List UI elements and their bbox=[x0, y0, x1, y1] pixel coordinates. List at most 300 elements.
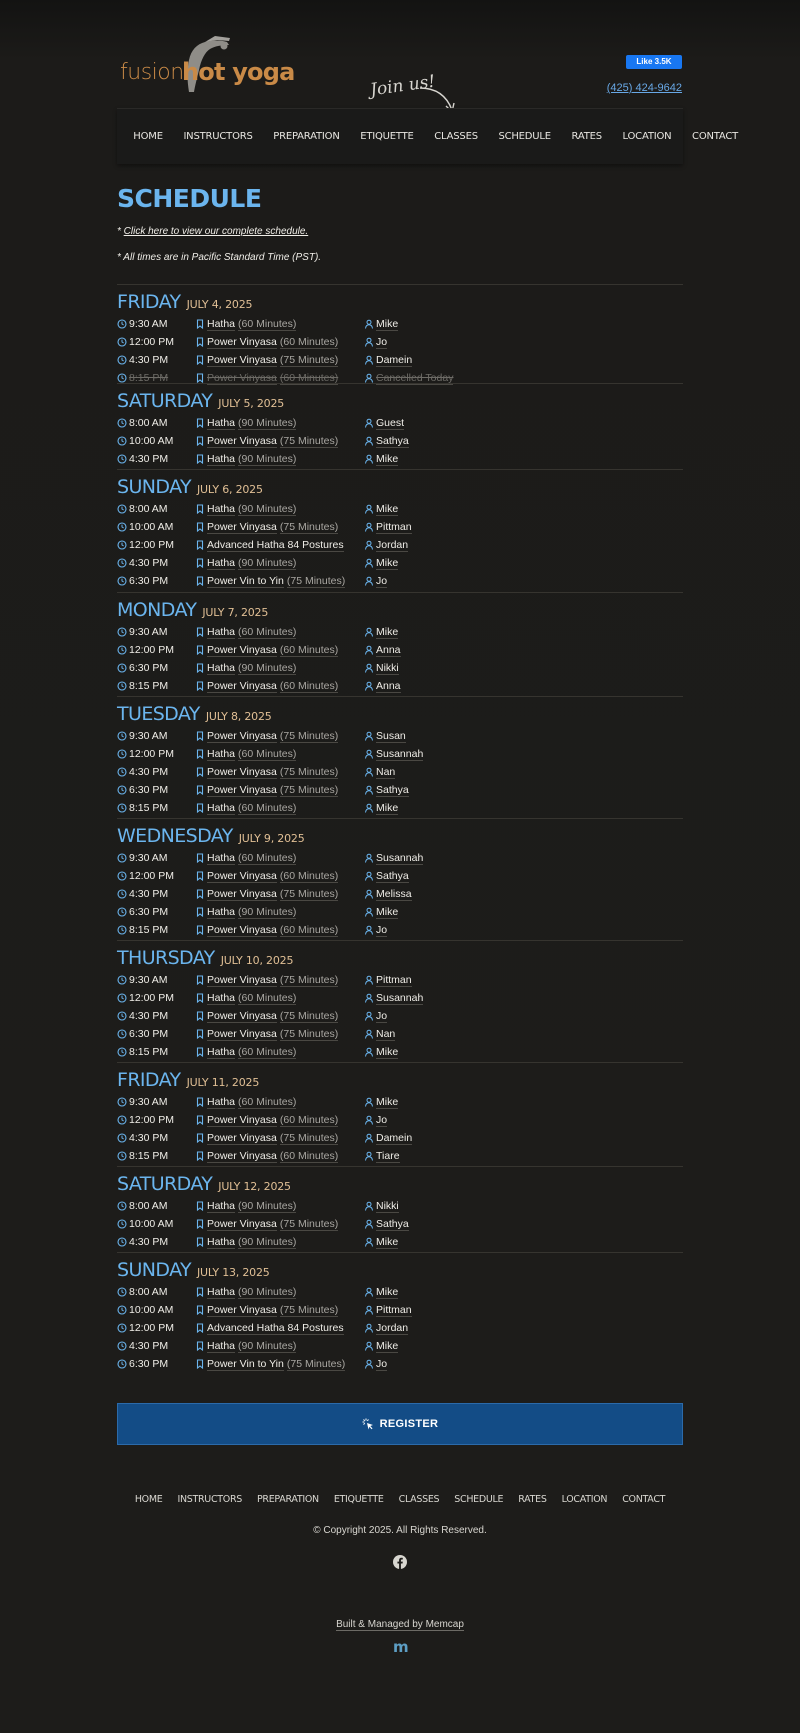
schedule-row bbox=[117, 536, 683, 554]
instructor-link[interactable]: Sathya bbox=[376, 869, 409, 882]
time-text: 12:00 PM bbox=[129, 748, 174, 760]
schedule-row bbox=[117, 641, 683, 659]
clock-icon bbox=[117, 749, 127, 759]
class-name-link[interactable]: Hatha bbox=[207, 1235, 236, 1248]
time-text: 4:30 PM bbox=[129, 888, 169, 900]
class-name-link[interactable]: Power Vinyasa bbox=[207, 679, 277, 692]
day-block bbox=[117, 1062, 683, 1165]
class-name-link[interactable]: Hatha bbox=[207, 452, 236, 465]
bookmark-icon bbox=[195, 1097, 205, 1107]
clock-icon bbox=[117, 540, 127, 550]
day-date: JULY 11, 2025 bbox=[186, 1076, 260, 1089]
bookmark-icon bbox=[195, 627, 205, 637]
class-name-link[interactable]: Hatha bbox=[207, 502, 236, 515]
bookmark-icon bbox=[195, 1201, 205, 1211]
page-title: SCHEDULE bbox=[117, 184, 262, 213]
class-name-link[interactable]: Hatha bbox=[207, 991, 236, 1004]
class-name-link[interactable]: Power Vinyasa bbox=[207, 335, 277, 348]
clock-icon bbox=[117, 1133, 127, 1143]
class-info bbox=[195, 626, 364, 639]
person-icon bbox=[364, 975, 374, 985]
class-info bbox=[195, 784, 364, 797]
class-info bbox=[195, 1286, 364, 1299]
clock-icon bbox=[117, 1341, 127, 1351]
person-icon bbox=[364, 1151, 374, 1161]
day-header bbox=[117, 819, 683, 849]
day-block bbox=[117, 818, 683, 939]
instructor-link[interactable]: Pittman bbox=[376, 1303, 412, 1316]
footer-nav-instructors[interactable]: INSTRUCTORS bbox=[177, 1494, 242, 1505]
bookmark-icon bbox=[195, 925, 205, 935]
instructor-link[interactable]: Mike bbox=[376, 556, 399, 569]
instructor-link[interactable]: Damein bbox=[376, 353, 413, 366]
class-duration: (90 Minutes) bbox=[238, 452, 297, 465]
class-name-link[interactable]: Advanced Hatha 84 Postures bbox=[207, 538, 344, 551]
day-date: JULY 12, 2025 bbox=[218, 1180, 291, 1193]
class-name-link[interactable]: Hatha bbox=[207, 1285, 236, 1298]
class-time bbox=[117, 1286, 195, 1298]
class-info bbox=[195, 435, 364, 448]
instructor-link[interactable]: Nan bbox=[376, 1027, 396, 1040]
class-info bbox=[195, 766, 364, 779]
facebook-like-button[interactable]: Like 3.5K bbox=[626, 55, 682, 69]
bookmark-icon bbox=[195, 803, 205, 813]
class-name-link[interactable]: Advanced Hatha 84 Postures bbox=[207, 1321, 344, 1334]
instructor-link[interactable]: Mike bbox=[376, 502, 399, 515]
instructor-link[interactable]: Anna bbox=[376, 679, 401, 692]
instructor bbox=[364, 417, 404, 430]
class-info bbox=[195, 521, 364, 534]
instructor-link[interactable]: Pittman bbox=[376, 973, 412, 986]
class-info bbox=[195, 1218, 364, 1231]
footer-nav-home[interactable]: HOME bbox=[134, 1494, 163, 1505]
instructor-link[interactable]: Mike bbox=[376, 625, 399, 638]
instructor-link[interactable]: Mike bbox=[376, 801, 399, 814]
bookmark-icon bbox=[195, 907, 205, 917]
footer-nav-rates[interactable]: RATES bbox=[518, 1494, 547, 1505]
class-name-link[interactable]: Power Vinyasa bbox=[207, 1303, 277, 1316]
instructor-link[interactable]: Nikki bbox=[376, 1199, 399, 1212]
day-date: JULY 9, 2025 bbox=[238, 832, 305, 845]
time-text: 8:00 AM bbox=[129, 417, 168, 429]
person-icon bbox=[364, 454, 374, 464]
class-name-link[interactable]: Power Vin to Yin bbox=[207, 574, 284, 587]
schedule-row bbox=[117, 763, 683, 781]
instructor-link[interactable]: Mike bbox=[376, 1235, 399, 1248]
instructor bbox=[364, 1304, 412, 1317]
time-text: 10:00 AM bbox=[129, 435, 174, 447]
nav-contact[interactable]: CONTACT bbox=[692, 131, 739, 142]
time-text: 4:30 PM bbox=[129, 1236, 169, 1248]
class-info bbox=[195, 1046, 364, 1059]
person-icon bbox=[364, 803, 374, 813]
class-name-link[interactable]: Power Vinyasa bbox=[207, 1217, 277, 1230]
class-time bbox=[117, 503, 195, 515]
instructor bbox=[364, 766, 395, 779]
class-info bbox=[195, 1200, 364, 1213]
class-info bbox=[195, 1236, 364, 1249]
class-name-link[interactable]: Power Vinyasa bbox=[207, 434, 277, 447]
time-text: 8:00 AM bbox=[129, 503, 168, 515]
clock-icon bbox=[117, 1047, 127, 1057]
instructor bbox=[364, 503, 398, 516]
class-info bbox=[195, 852, 364, 865]
class-name-link[interactable]: Hatha bbox=[207, 1339, 236, 1352]
phone-link[interactable]: (425) 424-9642 bbox=[606, 82, 682, 94]
class-name-link[interactable]: Hatha bbox=[207, 625, 236, 638]
schedule-row bbox=[117, 659, 683, 677]
instructor bbox=[364, 1046, 398, 1059]
schedule-row bbox=[117, 351, 683, 369]
clock-icon bbox=[117, 1029, 127, 1039]
class-duration: (75 Minutes) bbox=[279, 765, 339, 778]
day-name: WEDNESDAY bbox=[117, 825, 233, 847]
person-icon bbox=[364, 418, 374, 428]
class-info bbox=[195, 662, 364, 675]
footer-facebook-icon[interactable] bbox=[393, 1555, 407, 1569]
day-block bbox=[117, 940, 683, 1061]
person-icon bbox=[364, 1287, 374, 1297]
class-name-link[interactable]: Hatha bbox=[207, 1045, 236, 1058]
class-info bbox=[195, 1304, 364, 1317]
instructor-link[interactable]: Susannah bbox=[376, 991, 424, 1004]
class-name-link[interactable]: Hatha bbox=[207, 1199, 236, 1212]
person-icon bbox=[364, 1359, 374, 1369]
class-name-link[interactable]: Hatha bbox=[207, 317, 236, 330]
schedule-row bbox=[117, 727, 683, 745]
person-icon bbox=[364, 663, 374, 673]
schedule-row bbox=[117, 1129, 683, 1147]
class-info bbox=[195, 680, 364, 693]
instructor-link[interactable]: Sathya bbox=[376, 783, 409, 796]
class-duration: (60 Minutes) bbox=[279, 869, 339, 882]
instructor bbox=[364, 1358, 387, 1371]
class-name-link[interactable]: Hatha bbox=[207, 851, 236, 864]
footer-nav-preparation[interactable]: PREPARATION bbox=[257, 1494, 319, 1505]
class-duration: (75 Minutes) bbox=[279, 1303, 339, 1316]
class-info bbox=[195, 1096, 364, 1109]
person-icon bbox=[364, 1305, 374, 1315]
time-text: 4:30 PM bbox=[129, 453, 169, 465]
nav-etiquette[interactable]: ETIQUETTE bbox=[360, 131, 414, 142]
time-text: 9:30 AM bbox=[129, 318, 168, 330]
class-name-link[interactable]: Hatha bbox=[207, 661, 236, 674]
day-block bbox=[117, 592, 683, 695]
person-icon bbox=[364, 993, 374, 1003]
instructor bbox=[364, 1028, 395, 1041]
person-icon bbox=[364, 1115, 374, 1125]
class-name-link[interactable]: Hatha bbox=[207, 1095, 236, 1108]
instructor bbox=[364, 870, 409, 883]
register-button[interactable] bbox=[117, 1403, 683, 1445]
clock-icon bbox=[117, 1359, 127, 1369]
instructor-link[interactable]: Mike bbox=[376, 905, 399, 918]
class-duration: (90 Minutes) bbox=[238, 1235, 297, 1248]
class-name-link[interactable]: Hatha bbox=[207, 905, 236, 918]
class-duration: (60 Minutes) bbox=[238, 851, 297, 864]
instructor bbox=[364, 453, 398, 466]
instructor-link[interactable]: Sathya bbox=[376, 434, 409, 447]
day-block bbox=[117, 383, 683, 468]
pointer-click-icon bbox=[362, 1418, 374, 1430]
person-icon bbox=[364, 871, 374, 881]
day-header bbox=[117, 1063, 683, 1093]
class-name-link[interactable]: Hatha bbox=[207, 747, 236, 760]
nav-preparation[interactable]: PREPARATION bbox=[273, 131, 340, 142]
instructor-link[interactable]: Susan bbox=[376, 729, 406, 742]
class-name-link[interactable]: Power Vinyasa bbox=[207, 1113, 277, 1126]
time-text: 8:15 PM bbox=[129, 1046, 169, 1058]
instructor-link[interactable]: Susannah bbox=[376, 851, 424, 864]
person-icon bbox=[364, 1237, 374, 1247]
bookmark-icon bbox=[195, 540, 205, 550]
class-info bbox=[195, 503, 364, 516]
time-text: 10:00 AM bbox=[129, 1218, 174, 1230]
person-icon bbox=[364, 1323, 374, 1333]
day-date: JULY 5, 2025 bbox=[218, 397, 285, 410]
day-header bbox=[117, 285, 683, 315]
bookmark-icon bbox=[195, 853, 205, 863]
class-duration: (75 Minutes) bbox=[279, 434, 339, 447]
day-date: JULY 4, 2025 bbox=[186, 298, 253, 311]
class-time bbox=[117, 1132, 195, 1144]
clock-icon bbox=[117, 993, 127, 1003]
class-time bbox=[117, 1200, 195, 1212]
site-logo[interactable] bbox=[120, 32, 310, 94]
copyright: © Copyright 2025. All Rights Reserved. bbox=[313, 1525, 487, 1536]
class-name-link[interactable]: Power Vinyasa bbox=[207, 520, 277, 533]
instructor-link[interactable]: Jo bbox=[376, 574, 388, 587]
instructor bbox=[364, 662, 399, 675]
class-info bbox=[195, 1340, 364, 1353]
instructor-link[interactable]: Nikki bbox=[376, 661, 399, 674]
class-name-link[interactable]: Power Vinyasa bbox=[207, 371, 277, 384]
class-duration: (60 Minutes) bbox=[279, 1113, 339, 1126]
instructor-link[interactable]: Jo bbox=[376, 1357, 388, 1370]
schedule-row bbox=[117, 518, 683, 536]
time-text: 4:30 PM bbox=[129, 766, 169, 778]
instructor-link[interactable]: Pittman bbox=[376, 520, 412, 533]
person-icon bbox=[364, 1011, 374, 1021]
schedule-row bbox=[117, 799, 683, 817]
schedule-row bbox=[117, 414, 683, 432]
day-block bbox=[117, 1166, 683, 1251]
class-name-link[interactable]: Power Vinyasa bbox=[207, 765, 277, 778]
class-time bbox=[117, 417, 195, 429]
bookmark-icon bbox=[195, 1133, 205, 1143]
day-name: FRIDAY bbox=[117, 291, 181, 313]
class-time bbox=[117, 680, 195, 692]
clock-icon bbox=[117, 454, 127, 464]
person-icon bbox=[364, 767, 374, 777]
nav-schedule[interactable]: SCHEDULE bbox=[498, 131, 551, 142]
instructor-link[interactable]: Mike bbox=[376, 1285, 399, 1298]
instructor-link[interactable]: Anna bbox=[376, 643, 401, 656]
class-info bbox=[195, 906, 364, 919]
class-name-link[interactable]: Power Vinyasa bbox=[207, 1009, 277, 1022]
class-duration: (60 Minutes) bbox=[238, 625, 297, 638]
instructor-link[interactable]: Jo bbox=[376, 923, 388, 936]
schedule-row bbox=[117, 1233, 683, 1251]
class-duration: (75 Minutes) bbox=[279, 520, 339, 533]
class-name-link[interactable]: Power Vinyasa bbox=[207, 353, 277, 366]
schedule-row bbox=[117, 1025, 683, 1043]
bookmark-icon bbox=[195, 1115, 205, 1125]
class-duration: (60 Minutes) bbox=[279, 643, 339, 656]
time-text: 6:30 PM bbox=[129, 784, 169, 796]
clock-icon bbox=[117, 681, 127, 691]
class-info bbox=[195, 1132, 364, 1145]
class-duration: (60 Minutes) bbox=[238, 1095, 297, 1108]
person-icon bbox=[364, 853, 374, 863]
instructor-link[interactable]: Mike bbox=[376, 317, 399, 330]
class-name-link[interactable]: Power Vinyasa bbox=[207, 973, 277, 986]
instructor-link[interactable]: Jo bbox=[376, 1009, 388, 1022]
class-duration: (60 Minutes) bbox=[279, 1149, 339, 1162]
instructor-link[interactable]: Jordan bbox=[376, 1321, 409, 1334]
schedule-row bbox=[117, 1043, 683, 1061]
class-name-link[interactable]: Power Vinyasa bbox=[207, 643, 277, 656]
clock-icon bbox=[117, 1219, 127, 1229]
class-time bbox=[117, 766, 195, 778]
day-header bbox=[117, 1253, 683, 1283]
class-name-link[interactable]: Power Vinyasa bbox=[207, 869, 277, 882]
class-time bbox=[117, 1340, 195, 1352]
class-info bbox=[195, 924, 364, 937]
footer-nav-etiquette[interactable]: ETIQUETTE bbox=[333, 1494, 384, 1505]
nav-location[interactable]: LOCATION bbox=[622, 131, 672, 142]
instructor-link[interactable]: Susannah bbox=[376, 747, 424, 760]
instructor-link[interactable]: Tiare bbox=[376, 1149, 400, 1162]
instructor bbox=[364, 784, 409, 797]
bookmark-icon bbox=[195, 1011, 205, 1021]
clock-icon bbox=[117, 627, 127, 637]
time-text: 4:30 PM bbox=[129, 354, 169, 366]
class-name-link[interactable]: Power Vinyasa bbox=[207, 729, 277, 742]
instructor bbox=[364, 435, 409, 448]
class-duration: (75 Minutes) bbox=[279, 353, 339, 366]
schedule-row bbox=[117, 781, 683, 799]
schedule-row bbox=[117, 1337, 683, 1355]
footer-nav-contact[interactable]: CONTACT bbox=[622, 1494, 666, 1505]
instructor-link[interactable]: Jo bbox=[376, 1113, 388, 1126]
bookmark-icon bbox=[195, 785, 205, 795]
class-duration: (90 Minutes) bbox=[238, 416, 297, 429]
instructor-link[interactable]: Sathya bbox=[376, 1217, 409, 1230]
class-name-link[interactable]: Hatha bbox=[207, 801, 236, 814]
clock-icon bbox=[117, 576, 127, 586]
day-date: JULY 7, 2025 bbox=[202, 606, 269, 619]
class-name-link[interactable]: Hatha bbox=[207, 556, 236, 569]
class-info bbox=[195, 644, 364, 657]
bookmark-icon bbox=[195, 1237, 205, 1247]
class-duration: (60 Minutes) bbox=[279, 923, 339, 936]
footer-nav-schedule[interactable]: SCHEDULE bbox=[454, 1494, 504, 1505]
class-time bbox=[117, 748, 195, 760]
schedule-row bbox=[117, 623, 683, 641]
instructor-link[interactable]: Nan bbox=[376, 765, 396, 778]
clock-icon bbox=[117, 337, 127, 347]
person-icon bbox=[364, 540, 374, 550]
class-name-link[interactable]: Power Vinyasa bbox=[207, 923, 277, 936]
class-time bbox=[117, 521, 195, 533]
class-time bbox=[117, 1322, 195, 1334]
schedule-row bbox=[117, 677, 683, 695]
instructor-link[interactable]: Mike bbox=[376, 1339, 399, 1352]
class-info bbox=[195, 730, 364, 743]
instructor-link[interactable]: Mike bbox=[376, 452, 399, 465]
memcap-logo[interactable]: m bbox=[393, 1638, 409, 1656]
clock-icon bbox=[117, 889, 127, 899]
instructor bbox=[364, 992, 423, 1005]
class-name-link[interactable]: Power Vinyasa bbox=[207, 887, 277, 900]
time-text: 9:30 AM bbox=[129, 730, 168, 742]
time-text: 8:15 PM bbox=[129, 372, 169, 384]
register-label: REGISTER bbox=[379, 1418, 439, 1430]
instructor bbox=[364, 924, 387, 937]
time-text: 12:00 PM bbox=[129, 336, 174, 348]
clock-icon bbox=[117, 767, 127, 777]
day-block bbox=[117, 469, 683, 590]
person-icon bbox=[364, 1341, 374, 1351]
built-by[interactable] bbox=[0, 1619, 800, 1630]
class-name-link[interactable]: Power Vinyasa bbox=[207, 1027, 277, 1040]
class-time bbox=[117, 1028, 195, 1040]
clock-icon bbox=[117, 355, 127, 365]
schedule-row bbox=[117, 1111, 683, 1129]
instructor-link[interactable]: Jordan bbox=[376, 538, 409, 551]
day-header bbox=[117, 593, 683, 623]
instructor-link[interactable]: Jo bbox=[376, 335, 388, 348]
footer-nav-location[interactable]: LOCATION bbox=[561, 1494, 608, 1505]
nav-rates[interactable]: RATES bbox=[571, 131, 602, 142]
nav-instructors[interactable]: INSTRUCTORS bbox=[183, 131, 253, 142]
nav-home[interactable]: HOME bbox=[133, 131, 163, 142]
instructor-link[interactable]: Mike bbox=[376, 1095, 399, 1108]
day-name: TUESDAY bbox=[117, 703, 200, 725]
footer-nav-classes[interactable]: CLASSES bbox=[398, 1494, 440, 1505]
time-text: 8:15 PM bbox=[129, 1150, 169, 1162]
instructor bbox=[364, 644, 401, 657]
class-name-link[interactable]: Power Vinyasa bbox=[207, 783, 277, 796]
class-time bbox=[117, 1010, 195, 1022]
note-prefix: * bbox=[117, 226, 124, 237]
clock-icon bbox=[117, 436, 127, 446]
class-name-link[interactable]: Power Vin to Yin bbox=[207, 1357, 284, 1370]
instructor-link[interactable]: Damein bbox=[376, 1131, 413, 1144]
class-time bbox=[117, 1358, 195, 1370]
schedule-row bbox=[117, 1355, 683, 1373]
nav-classes[interactable]: CLASSES bbox=[434, 131, 478, 142]
instructor-link[interactable]: Mike bbox=[376, 1045, 399, 1058]
time-text: 4:30 PM bbox=[129, 1340, 169, 1352]
instructor-link[interactable]: Guest bbox=[376, 416, 405, 429]
class-info bbox=[195, 974, 364, 987]
class-name-link[interactable]: Hatha bbox=[207, 416, 236, 429]
instructor-link[interactable]: Cancelled Today bbox=[376, 371, 454, 384]
instructor-link[interactable]: Melissa bbox=[376, 887, 412, 900]
person-icon bbox=[364, 749, 374, 759]
class-info bbox=[195, 354, 364, 367]
class-name-link[interactable]: Power Vinyasa bbox=[207, 1131, 277, 1144]
bookmark-icon bbox=[195, 576, 205, 586]
class-name-link[interactable]: Power Vinyasa bbox=[207, 1149, 277, 1162]
instructor bbox=[364, 1010, 387, 1023]
class-duration: (75 Minutes) bbox=[286, 1357, 346, 1370]
complete-schedule-link[interactable]: Click here to view our complete schedule. bbox=[123, 226, 309, 237]
class-duration: (90 Minutes) bbox=[238, 905, 297, 918]
bookmark-icon bbox=[195, 993, 205, 1003]
